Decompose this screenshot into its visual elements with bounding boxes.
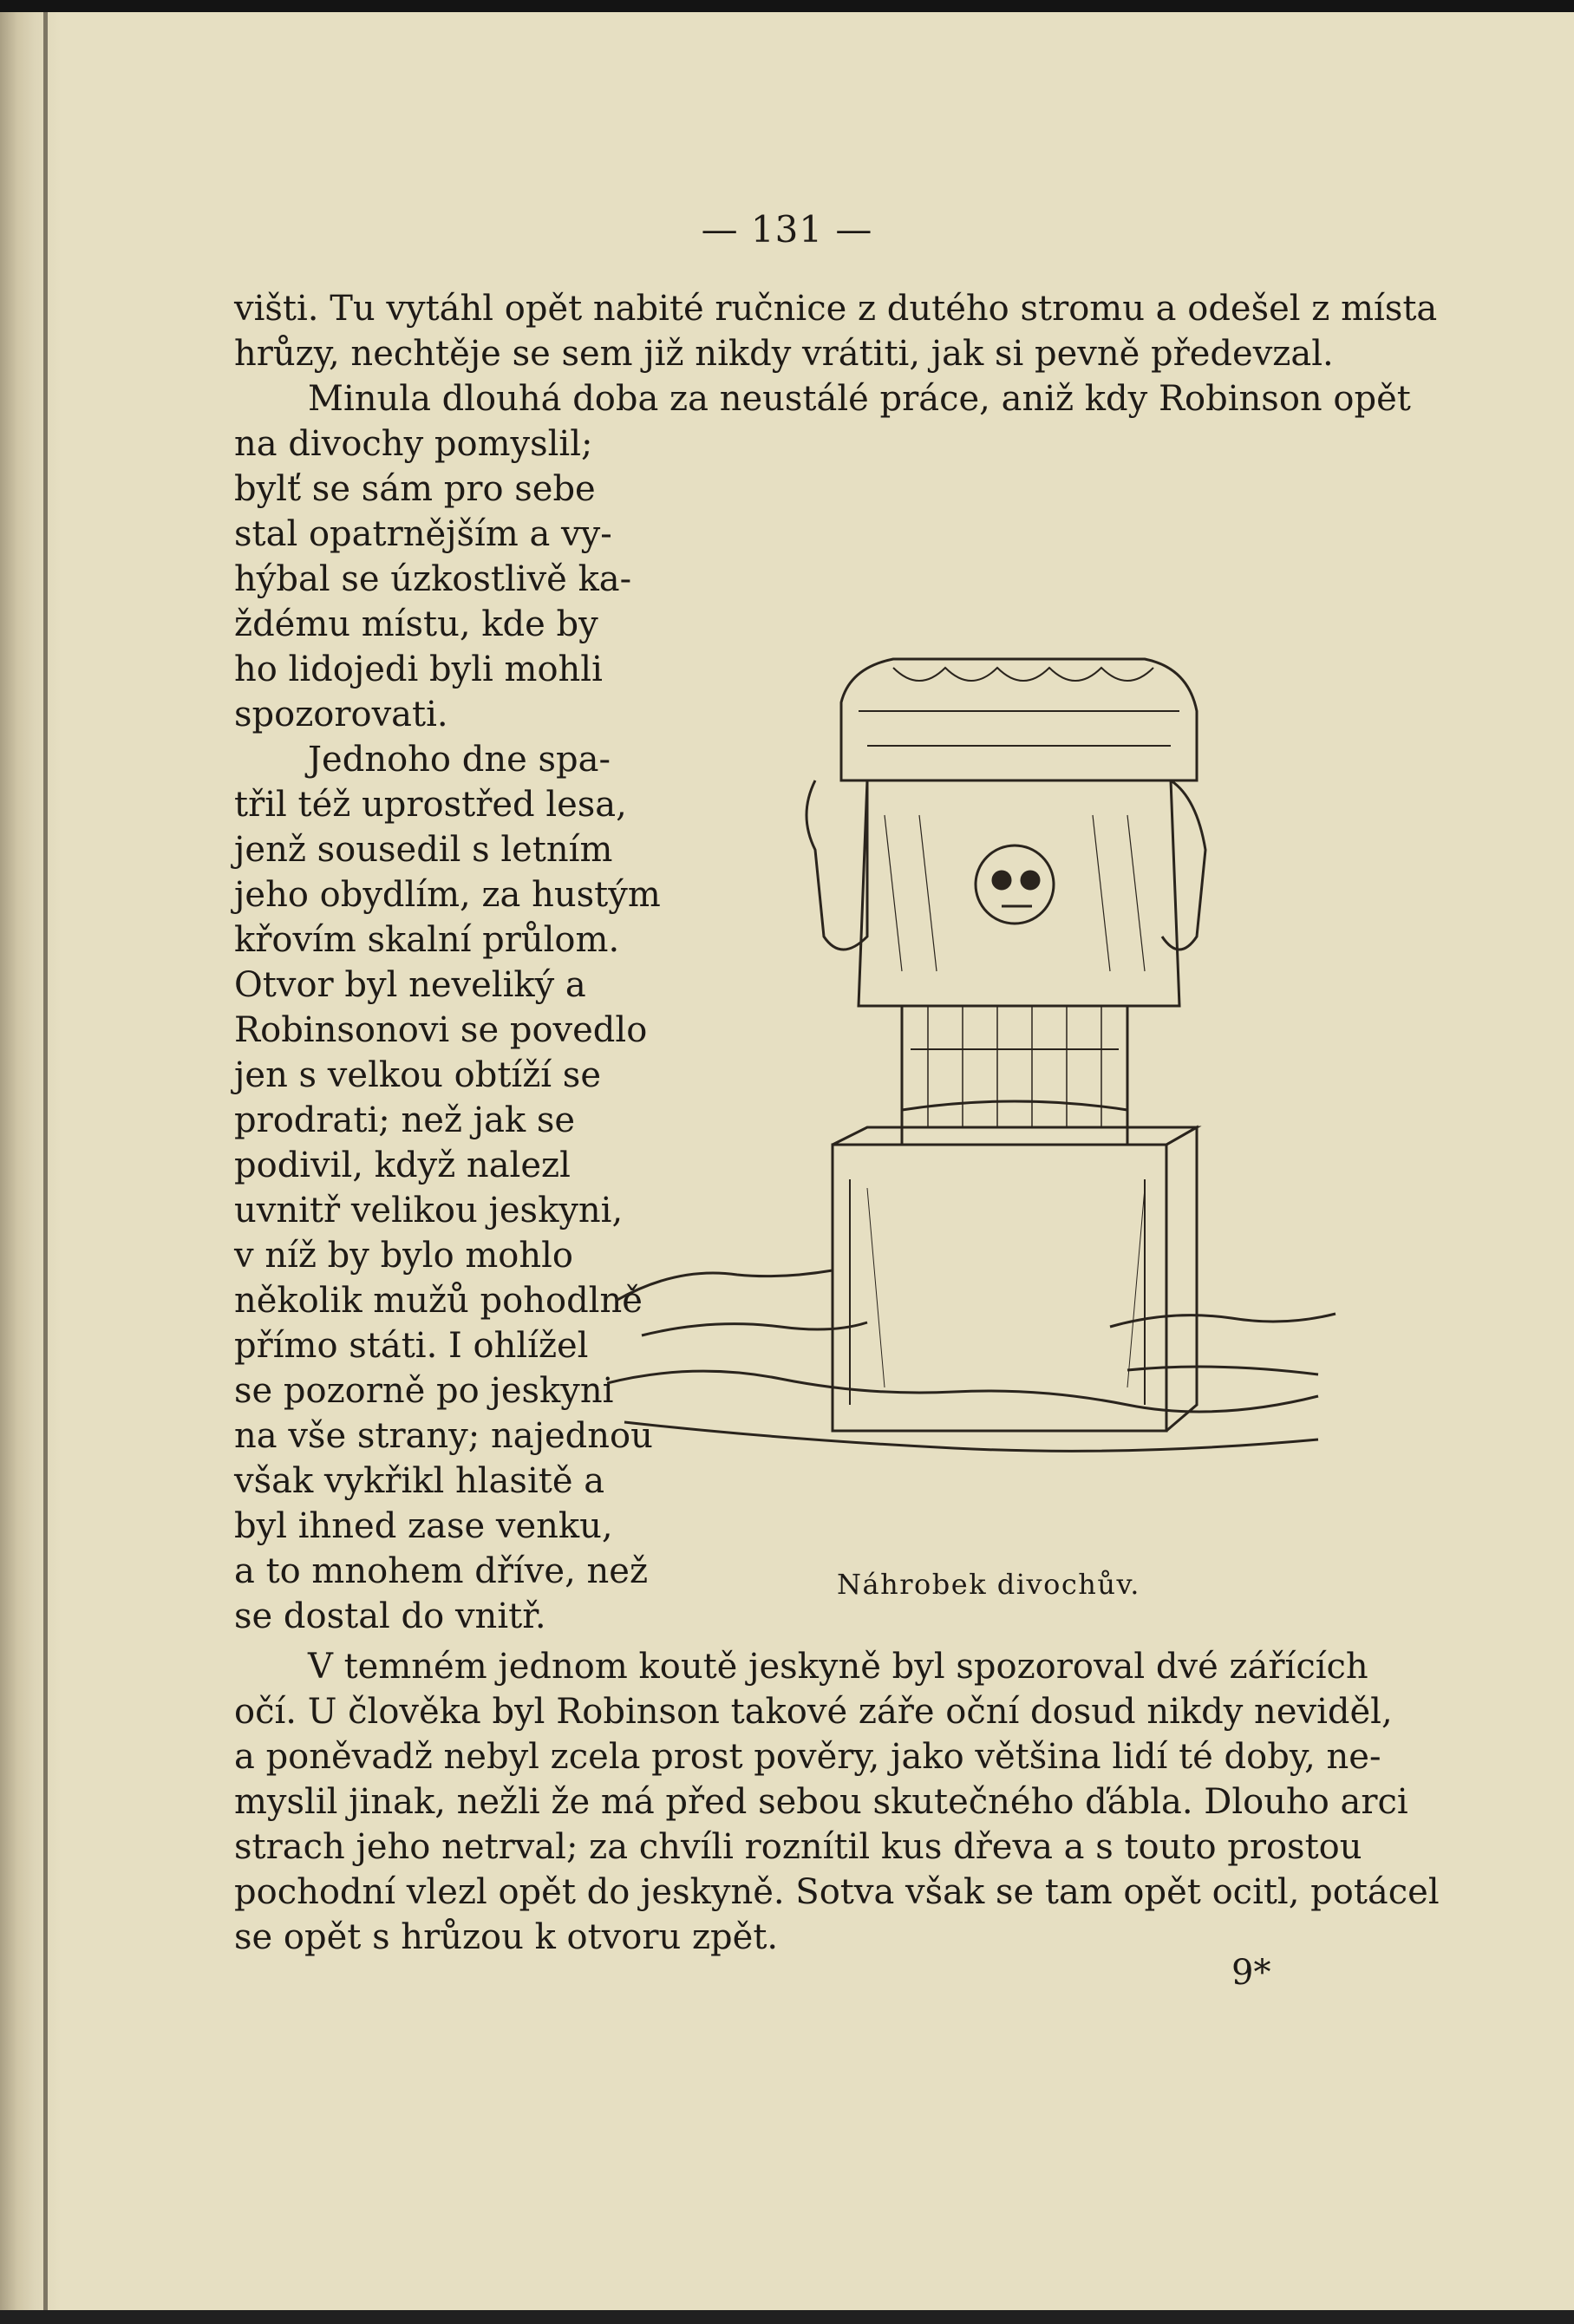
closing-paragraph [234,1644,1440,1960]
text-line: ždému místu, kde by [234,604,598,644]
text-line: a to mnohem dříve, než [234,1551,649,1591]
text-line: v níž by bylo mohlo [234,1236,574,1276]
text-line: však vykřikl hlasitě a [234,1461,605,1501]
text-line: se pozorně po jeskyni [234,1371,614,1411]
text-line: Otvor byl neveliký a [234,965,586,1005]
intro-paragraph [234,286,1438,421]
text-line: křovím skalní průlom. [234,920,620,960]
text-line: hýbal se úzkostlivě ka- [234,559,632,599]
page-number: — 131 — [701,208,873,251]
text-line: Robinsonovi se povedlo [234,1010,648,1050]
text-line: očí. U člověka byl Robinson takové záře oční dosud nikdy neviděl, [234,1692,1393,1732]
text-line: třil též uprostřed lesa, [234,785,627,825]
text-line: jenž sousedil s letním [234,830,613,870]
text-line: hrůzy, nechtěje se sem již nikdy vrátiti, jak si pevně předevzal. [234,334,1334,374]
text-line: ho lidojedi byli mohli [234,650,603,689]
text-line: spozorovati. [234,695,448,734]
text-line: a poněvadž nebyl zcela prost pověry, jako většina lidí té doby, ne- [234,1737,1381,1777]
text-line: na vše strany; najednou [234,1416,653,1456]
text-line: Minula dlouhá doba za neustálé práce, aniž kdy Robinson opět [308,379,1411,419]
left-column-text [234,421,661,1639]
text-line: několik mužů pohodlně [234,1281,643,1321]
text-line: jeho obydlím, za hustým [234,875,661,915]
text-line: Jednoho dne spa- [308,740,611,780]
text-line: byl ihned zase venku, [234,1506,613,1546]
text-line: pochodní vlezl opět do jeskyně. Sotva však se tam opět ocitl, potácel [234,1872,1440,1912]
tomb-illustration [607,451,1370,1561]
text-line: myslil jinak, nežli že má před sebou skutečného ďábla. Dlouho arci [234,1782,1408,1822]
text-line: přímo státi. I ohlížel [234,1326,589,1366]
text-line: stal opatrnějším a vy- [234,514,612,554]
figure-caption: Náhrobek divochův. [837,1568,1140,1601]
text-line: prodrati; než jak se [234,1100,576,1140]
text-line: podivil, když nalezl [234,1146,571,1185]
text-line: se dostal do vnitř. [234,1596,546,1636]
text-line: V temném jednom koutě jeskyně byl spozoroval dvé zářících [308,1647,1368,1687]
statue-engraving [607,451,1370,1561]
text-line: na divochy pomyslil; [234,424,593,464]
signature-mark: 9* [1231,1953,1271,1993]
text-line: strach jeho netrval; za chvíli roznítil kus dřeva a s touto prostou [234,1827,1362,1867]
text-line: bylť se sám pro sebe [234,469,596,509]
text-line: se opět s hrůzou k otvoru zpět. [234,1917,779,1957]
text-line: uvnitř velikou jeskyni, [234,1191,624,1231]
text-line: jen s velkou obtíží se [234,1055,601,1095]
text-line: višti. Tu vytáhl opět nabité ručnice z dutého stromu a odešel z místa [234,289,1438,329]
